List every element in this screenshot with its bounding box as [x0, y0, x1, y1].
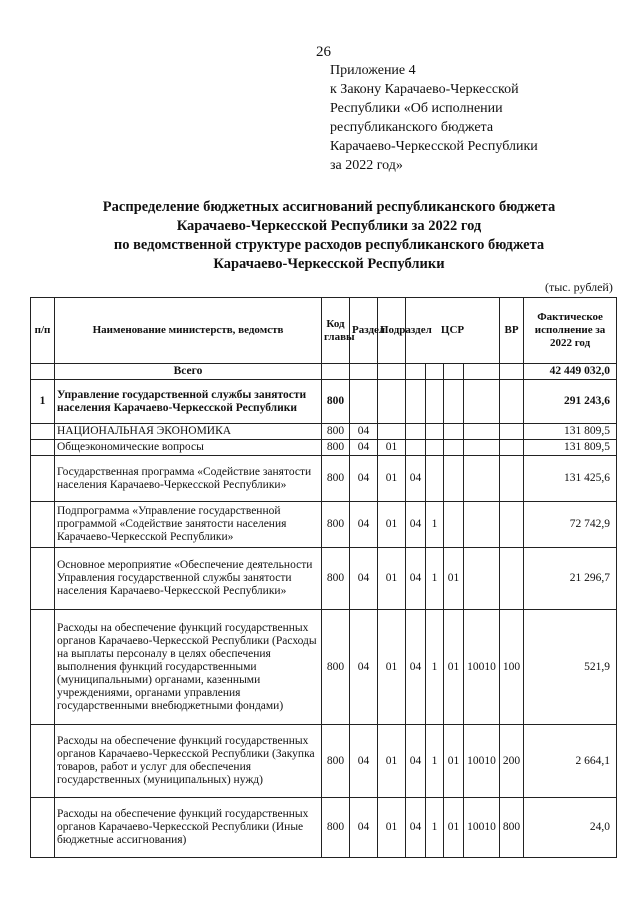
table-row — [31, 725, 617, 798]
row-csr-subprogram: 1 — [426, 798, 444, 858]
row-vr — [500, 380, 524, 424]
appendix-line: республиканского бюджета — [330, 120, 494, 135]
row-num — [31, 798, 55, 858]
row-value: 21 296,7 — [524, 548, 617, 610]
row-vr — [500, 424, 524, 440]
row-csr-event: 01 — [444, 798, 464, 858]
row-code: 800 — [322, 502, 350, 548]
header-section: Раздел — [350, 298, 378, 364]
row-csr-subprogram: 1 — [426, 610, 444, 725]
row-value: 24,0 — [524, 798, 617, 858]
title-line: Карачаево-Черкесской Республики за 2022 год — [176, 218, 482, 234]
row-csr-subprogram — [426, 456, 444, 502]
row-section: 04 — [350, 456, 378, 502]
row-csr-program — [406, 440, 426, 456]
row-section: 04 — [350, 424, 378, 440]
header-vr: ВР — [500, 298, 524, 364]
row-section: 04 — [350, 798, 378, 858]
table-cell — [444, 364, 464, 380]
table-row — [31, 456, 617, 502]
table-cell — [426, 364, 444, 380]
row-section: 04 — [350, 725, 378, 798]
header-subsection: Подраздел — [378, 298, 406, 364]
row-csr-program: 04 — [406, 610, 426, 725]
row-csr-program — [406, 380, 426, 424]
row-subsection: 01 — [378, 456, 406, 502]
total-row — [31, 364, 617, 380]
row-name: Расходы на обеспечение функций государственных органов Карачаево-Черкесской Республики (Иные бюджетные ассигнования) — [55, 798, 322, 858]
row-subsection: 01 — [378, 440, 406, 456]
total-value: 42 449 032,0 — [524, 364, 617, 380]
table-row — [31, 798, 617, 858]
row-num — [31, 610, 55, 725]
table-cell — [500, 364, 524, 380]
table-cell — [406, 364, 426, 380]
row-subsection — [378, 424, 406, 440]
row-value: 521,9 — [524, 610, 617, 725]
row-csr-subprogram: 1 — [426, 725, 444, 798]
row-vr — [500, 456, 524, 502]
row-code: 800 — [322, 440, 350, 456]
table-cell — [378, 364, 406, 380]
appendix-line: Республики «Об исполнении — [330, 101, 503, 116]
total-label: Всего — [55, 364, 322, 380]
row-csr-direction — [464, 502, 500, 548]
row-section: 04 — [350, 502, 378, 548]
table-row — [31, 424, 617, 440]
row-csr-program — [406, 424, 426, 440]
row-code: 800 — [322, 725, 350, 798]
row-num — [31, 440, 55, 456]
row-csr-subprogram — [426, 440, 444, 456]
row-csr-program: 04 — [406, 725, 426, 798]
row-vr: 800 — [500, 798, 524, 858]
row-csr-event — [444, 456, 464, 502]
table-cell — [322, 364, 350, 380]
table-row — [31, 440, 617, 456]
row-csr-event: 01 — [444, 610, 464, 725]
row-csr-event — [444, 380, 464, 424]
row-csr-direction: 10010 — [464, 798, 500, 858]
document-title — [40, 198, 618, 274]
row-csr-direction — [464, 456, 500, 502]
row-csr-event: 01 — [444, 725, 464, 798]
row-csr-event — [444, 502, 464, 548]
row-value: 131 809,5 — [524, 424, 617, 440]
table-row — [31, 502, 617, 548]
units-note: (тыс. рублей) — [545, 280, 613, 294]
header-num: п/п — [31, 298, 55, 364]
table-row — [31, 548, 617, 610]
appendix-line: к Закону Карачаево-Черкесской — [330, 82, 519, 97]
row-num — [31, 725, 55, 798]
row-csr-event — [444, 424, 464, 440]
row-name: Государственная программа «Содействие занятости населения Карачаево-Черкесской Республики» — [55, 456, 322, 502]
row-value: 131 425,6 — [524, 456, 617, 502]
row-section: 04 — [350, 548, 378, 610]
row-vr — [500, 502, 524, 548]
row-num — [31, 424, 55, 440]
row-section: 04 — [350, 610, 378, 725]
table-cell — [350, 364, 378, 380]
header-name: Наименование министерств, ведомств — [55, 298, 322, 364]
table-header-row — [31, 298, 617, 364]
row-num — [31, 502, 55, 548]
row-section — [350, 380, 378, 424]
row-value: 72 742,9 — [524, 502, 617, 548]
row-csr-subprogram: 1 — [426, 502, 444, 548]
row-code: 800 — [322, 548, 350, 610]
title-line: Карачаево-Черкесской Республики — [213, 256, 445, 272]
row-subsection: 01 — [378, 502, 406, 548]
row-csr-event: 01 — [444, 548, 464, 610]
row-code: 800 — [322, 456, 350, 502]
header-code: Код главы — [322, 298, 350, 364]
row-name: Расходы на обеспечение функций государственных органов Карачаево-Черкесской Республики (Закупка товаров, работ и услуг для обеспечения государственных (муниципальных) нужд) — [55, 725, 322, 798]
row-csr-program: 04 — [406, 502, 426, 548]
row-csr-direction: 10010 — [464, 725, 500, 798]
row-value: 2 664,1 — [524, 725, 617, 798]
row-name: Основное мероприятие «Обеспечение деятельности Управления государственной службы занятости населения Карачаево-Черкесской Республики» — [55, 548, 322, 610]
row-csr-program: 04 — [406, 798, 426, 858]
table-row — [31, 610, 617, 725]
row-subsection: 01 — [378, 725, 406, 798]
row-csr-program: 04 — [406, 548, 426, 610]
row-code: 800 — [322, 610, 350, 725]
row-subsection — [378, 380, 406, 424]
row-subsection: 01 — [378, 548, 406, 610]
row-vr — [500, 440, 524, 456]
budget-table — [30, 297, 617, 858]
table-cell — [31, 364, 55, 380]
row-code: 800 — [322, 424, 350, 440]
row-num — [31, 456, 55, 502]
title-line: Распределение бюджетных ассигнований республиканского бюджета — [102, 199, 556, 215]
appendix-line: Карачаево-Черкесской Республики — [330, 139, 538, 154]
row-csr-subprogram: 1 — [426, 548, 444, 610]
row-vr — [500, 548, 524, 610]
row-value: 291 243,6 — [524, 380, 617, 424]
row-csr-direction — [464, 440, 500, 456]
title-line: по ведомственной структуре расходов республиканского бюджета — [113, 237, 545, 253]
row-csr-subprogram — [426, 380, 444, 424]
row-num — [31, 548, 55, 610]
header-csr: ЦСР — [406, 298, 500, 364]
page-number: 26 — [316, 44, 331, 60]
row-csr-direction: 10010 — [464, 610, 500, 725]
table-cell — [464, 364, 500, 380]
row-csr-direction — [464, 424, 500, 440]
row-name: Расходы на обеспечение функций государственных органов Карачаево-Черкесской Республики (Расходы на выплаты персоналу в целях обеспечения выполнения функций государственными (муниципальными) органами, казенными учреждениями, органами управления государственными внебюджетными фондами) — [55, 610, 322, 725]
appendix-line: Приложение 4 — [330, 63, 416, 78]
row-num: 1 — [31, 380, 55, 424]
row-csr-direction — [464, 548, 500, 610]
row-csr-event — [444, 440, 464, 456]
row-vr: 200 — [500, 725, 524, 798]
appendix-note — [330, 61, 630, 175]
row-csr-program: 04 — [406, 456, 426, 502]
row-csr-subprogram — [426, 424, 444, 440]
row-subsection: 01 — [378, 610, 406, 725]
row-value: 131 809,5 — [524, 440, 617, 456]
row-subsection: 01 — [378, 798, 406, 858]
header-actual: Фактическое исполнение за 2022 год — [524, 298, 617, 364]
row-code: 800 — [322, 798, 350, 858]
row-name: Общеэкономические вопросы — [55, 440, 322, 456]
row-name: Управление государственной службы занятости населения Карачаево-Черкесской Республики — [55, 380, 322, 424]
row-name: Подпрограмма «Управление государственной программой «Содействие занятости населения Карачаево-Черкесской Республики» — [55, 502, 322, 548]
table-row — [31, 380, 617, 424]
row-name: НАЦИОНАЛЬНАЯ ЭКОНОМИКА — [55, 424, 322, 440]
appendix-line: за 2022 год» — [330, 158, 403, 173]
row-vr: 100 — [500, 610, 524, 725]
row-csr-direction — [464, 380, 500, 424]
row-code: 800 — [322, 380, 350, 424]
row-section: 04 — [350, 440, 378, 456]
